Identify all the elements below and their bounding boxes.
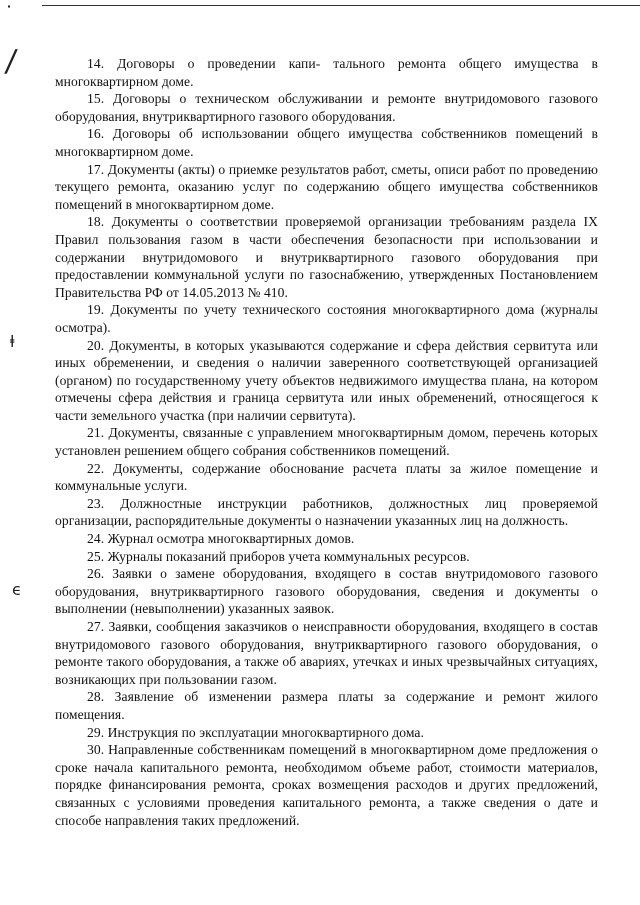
list-item: 18. Документы о соответствии проверяемой организации требованиям раздела IX Правил пользования газом в части обеспечения безопасности при использовании и содержании внутридомового и внутриквартирного газового оборудования при предоставлении коммунальной услуги по газоснабжению, утвержденных Постановлением Правительства РФ от 14.05.2013 № 410. [55,214,598,300]
list-item: 26. Заявки о замене оборудования, входящего в состав внутридомового газового оборудования, внутриквартирного газового оборудования, сведения и документы о выполнении (невыполнении) указанных заявок. [55,566,598,617]
list-item: 16. Договоры об использовании общего имущества собственников помещений в многоквартирном доме. [55,126,598,159]
margin-mark-lower: ϵ [12,580,22,599]
list-item: 17. Документы (акты) о приемке результатов работ, сметы, описи работ по проведению текущего ремонта, оказанию услуг по содержанию общего имущества собственников помещений в многоквартирном доме. [55,161,598,212]
list-item: 30. Направленные собственникам помещений в многоквартирном доме предложения о сроке начала капитального ремонта, необходимом объеме работ, стоимости материалов, порядке финансирования ремонта, сроках возмещения расходов и других предложений, связанных с условиями проведения капитального ремонта, а также сведения о дате и способе направления таких предложений. [55,742,598,828]
list-item: 29. Инструкция по эксплуатации многоквартирного дома. [87,724,424,740]
list-item: 24. Журнал осмотра многоквартирных домов. [87,531,355,547]
list-item: 19. Документы по учету технического состояния многоквартирного дома (журналы осмотра). [55,302,598,335]
margin-mark-top: ˙ [4,2,14,26]
list-item: 15. Договоры о техническом обслуживании и ремонте внутридомового газового оборудования, внутриквартирного газового оборудования. [55,91,598,124]
list-item: 14. Договоры о проведении капи- тального ремонта общего имущества в многоквартирном доме. [55,56,598,89]
list-item: 21. Документы, связанные с управлением многоквартирным домом, перечень которых установлен решением общего собрания собственников помещений. [55,425,598,459]
list-item: 25. Журналы показаний приборов учета коммунальных ресурсов. [87,548,470,564]
list-item: 28. Заявление об изменении размера платы за содержание и ремонт жилого помещения. [55,689,598,722]
list-item: 27. Заявки, сообщения заказчиков о неисправности оборудования, входящего в состав внутридомового газового оборудования, внутриквартирного газового оборудования, о ремонте такого оборудования, а также об авариях, утечках и иных чрезвычайных ситуациях, возникающих при пользовании газом. [55,619,598,687]
margin-mark-slash: / [3,44,19,79]
list-item: 22. Документы, содержание обоснование расчета платы за жилое помещение и коммунальные услуги. [55,460,598,494]
margin-mark-middle: ⱡ [10,332,15,351]
document-body [55,55,598,829]
list-item: 20. Документы, в которых указываются содержание и сфера действия сервитута или иных обременении, и сведения о наличии заверенного соответствующей организацией (органом) по государственному учету объектов недвижимого имущества плана, на котором отмечены сфера действия и граница сервитута или иных обременений, относящегося к части земельного участка (при наличии сервитута). [55,337,598,423]
top-rule [42,5,640,6]
list-item: 23. Должностные инструкции работников, должностных лиц проверяемой организации, распорядительные документы о назначении указанных лиц на должность. [55,495,598,529]
